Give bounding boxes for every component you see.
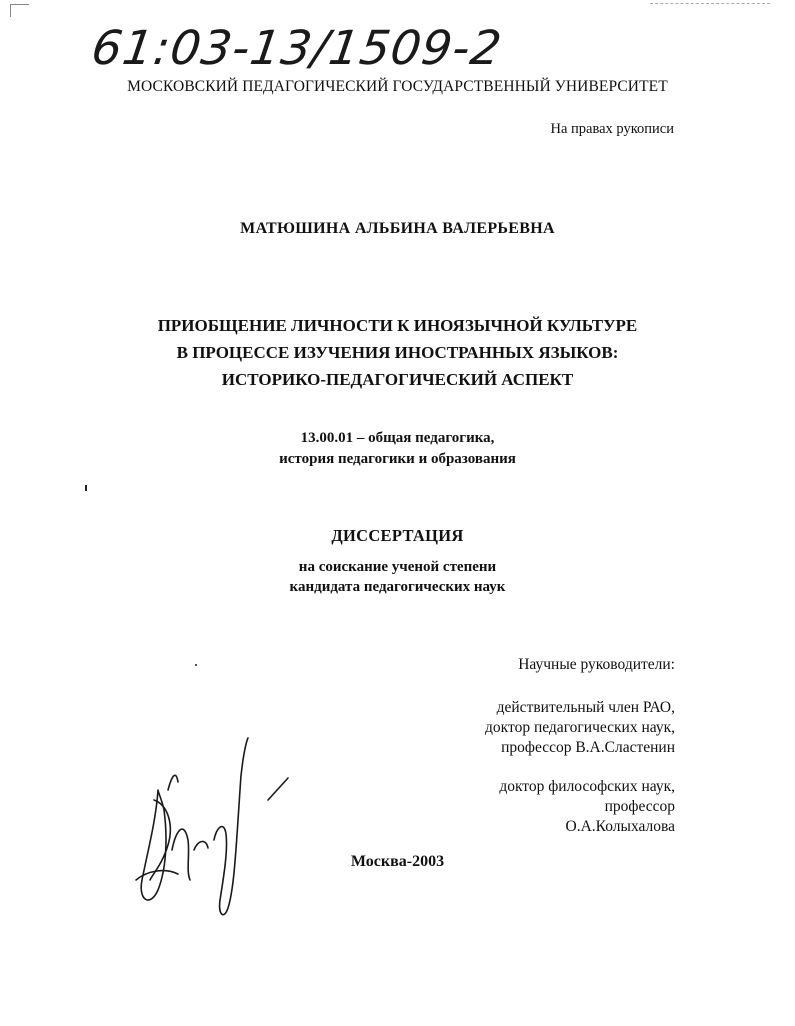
archive-code-handwritten: 61:03-13/1509-2: [88, 21, 506, 76]
degree-line-1: на соискание ученой степени: [298, 559, 497, 575]
supervisor-2-line-1: доктор философских наук,: [499, 778, 675, 795]
handwritten-signature: [128, 730, 298, 930]
specialty-line-1: 13.00.01 – общая педагогика,: [300, 430, 495, 446]
author-name: МАТЮШИНА АЛЬБИНА ВАЛЕРЬЕВНА: [240, 220, 555, 237]
supervisor-1-line-2: доктор педагогических наук,: [485, 719, 675, 736]
supervisor-2-line-2: профессор: [604, 798, 675, 815]
degree-sought: [0, 557, 795, 597]
specialty-code: [0, 428, 795, 470]
supervisor-1-line-1: действительный член РАО,: [496, 699, 675, 716]
supervisor-2-line-3: О.А.Колыхалова: [565, 818, 675, 835]
title-line-2: В ПРОЦЕССЕ ИЗУЧЕНИЯ ИНОСТРАННЫХ ЯЗЫКОВ:: [176, 343, 619, 362]
specialty-line-2: история педагогики и образования: [279, 451, 516, 467]
degree-line-2: кандидата педагогических наук: [289, 579, 506, 595]
document-type: ДИССЕРТАЦИЯ: [331, 526, 464, 545]
dissertation-title: [0, 312, 795, 393]
title-line-3: ИСТОРИКО-ПЕДАГОГИЧЕСКИЙ АСПЕКТ: [221, 370, 574, 389]
scan-speck: [85, 485, 87, 491]
scan-corner-mark: [10, 4, 29, 17]
supervisor-1: [485, 698, 675, 758]
rights-note: На правах рукописи: [550, 121, 674, 137]
supervisors-label: Научные руководители:: [518, 656, 675, 673]
scan-edge-mark: [650, 3, 770, 12]
supervisor-2: [499, 777, 675, 837]
university-name: МОСКОВСКИЙ ПЕДАГОГИЧЕСКИЙ ГОСУДАРСТВЕННЫЙ УНИВЕРСИТЕТ: [127, 78, 668, 95]
scan-speck: [195, 664, 197, 666]
title-line-1: ПРИОБЩЕНИЕ ЛИЧНОСТИ К ИНОЯЗЫЧНОЙ КУЛЬТУРЕ: [157, 316, 638, 335]
city-year: Москва-2003: [350, 853, 445, 870]
supervisor-1-line-3: профессор В.А.Сластенин: [501, 739, 675, 756]
